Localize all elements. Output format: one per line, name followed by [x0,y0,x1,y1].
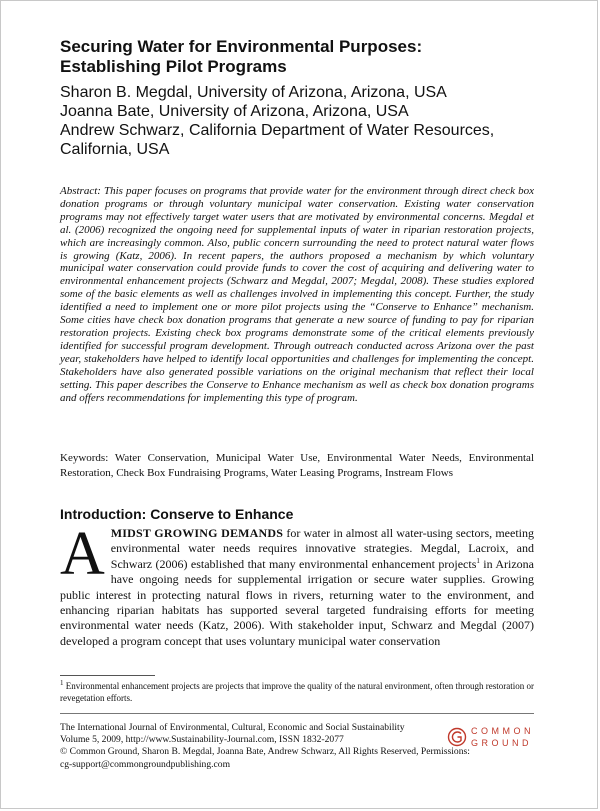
intro-paragraph [60,520,534,649]
permissions-email[interactable]: cg-support@commongroundpublishing.com [60,758,231,770]
footnote-divider [60,675,155,676]
journal-name: The International Journal of Environmental, Cultural, Economic and Social Sustainability [60,722,405,733]
footnote-text: Environmental enhancement projects are projects that improve the quality of the natural environment, often through restoration or revegetation efforts. [60,681,534,703]
volume-info: Volume 5, 2009, http://www.Sustainability-Journal.com, ISSN 1832-2077 [60,734,344,746]
copyright-notice: © Common Ground, Sharon B. Megdal, Joanna Bate, Andrew Schwarz, All Rights Reserved, Permissions: [60,746,470,758]
lead-in-text: MIDST GROWING DEMANDS [110,526,284,540]
keywords: Keywords: Water Conservation, Municipal Water Use, Environmental Water Needs, Environmental Restoration, Check Box Fundraising Programs, Water Leasing Programs, Instream Flows [60,452,534,479]
logo-wordmark [471,725,534,749]
drop-cap: A [60,520,105,588]
publisher-logo [447,724,539,750]
title-line-1: Securing Water for Environmental Purposes: [60,37,423,56]
logo-line-2: GROUND [471,738,532,748]
author-line: California, USA [60,141,170,158]
paper-title [60,37,560,77]
section-heading: Introduction: Conserve to Enhance [60,506,294,522]
logo-line-1: COMMON [471,726,534,736]
footnote-reference[interactable]: 1 [476,556,480,565]
intro-text-part-1: for water in almost all water-using sectors, meeting environmental water needs requires innovative strategies. Megdal, Lacroix, and Schwarz (2006) established that many environmental enhancement projects [110,526,534,571]
footer-divider [60,713,534,714]
author-line: Joanna Bate, University of Arizona, Arizona, USA [60,103,409,120]
author-line: Andrew Schwarz, California Department of Water Resources, [60,122,495,139]
footnote [60,680,534,704]
common-ground-logo-icon [447,726,467,748]
author-line: Sharon B. Megdal, University of Arizona, Arizona, USA [60,84,447,101]
title-line-2: Establishing Pilot Programs [60,57,287,76]
page-footer [60,722,470,771]
author-list [60,83,560,159]
abstract: Abstract: This paper focuses on programs that provide water for the environment through direct check box donation programs or through voluntary municipal water conservation. Existing water conservation programs may not effectively target water users that are motivated by environmental concerns. Megdal et al. (2006) recognized the ongoing need for supplemental inputs of water in riparian restoration projects, which are increasingly common. Also, public concern surrounding the need to protect natural water flows is growing (Katz, 2006). In recent papers, the authors proposed a mechanism by which voluntary municipal water conservation could provide funds to cover the cost of acquiring and delivering water to environmental enhancement projects (Schwarz and Megdal, 2007; Megdal, 2008). These studies explored some of the basic elements as well as challenges involved in implementing this concept. Further, the study identified a need to implement one or more pilot projects using the “Conserve to Enhance” mechanism. Some cities have check box donation programs that generate a new source of funding to pay for riparian restoration projects. Existing check box programs demonstrate some of the critical elements previously identified for successful program development. Through outreach conducted across Arizona over the past year, stakeholders have helped to identify local opportunities and challenges for implementing the concept. Stakeholders have also generated possible variations on the original mechanism that reflect their local setting. This paper describes the Conserve to Enhance mechanism as well as check box donation programs and offers recommendations for implementing this type of program. [60,185,534,404]
intro-text-part-2: in Arizona have ongoing needs for supplemental irrigation or secure water supplies. Growing public interest in protecting natural flows in rivers, returning water to the environment, and enhancing riparian habitats has supported several targeted fundraising efforts for meeting environmental water needs (Katz, 2006). With stakeholder input, Schwarz and Megdal (2007) developed a program concept that uses voluntary municipal water conservation [60,556,534,648]
footnote-number: 1 [60,679,64,687]
